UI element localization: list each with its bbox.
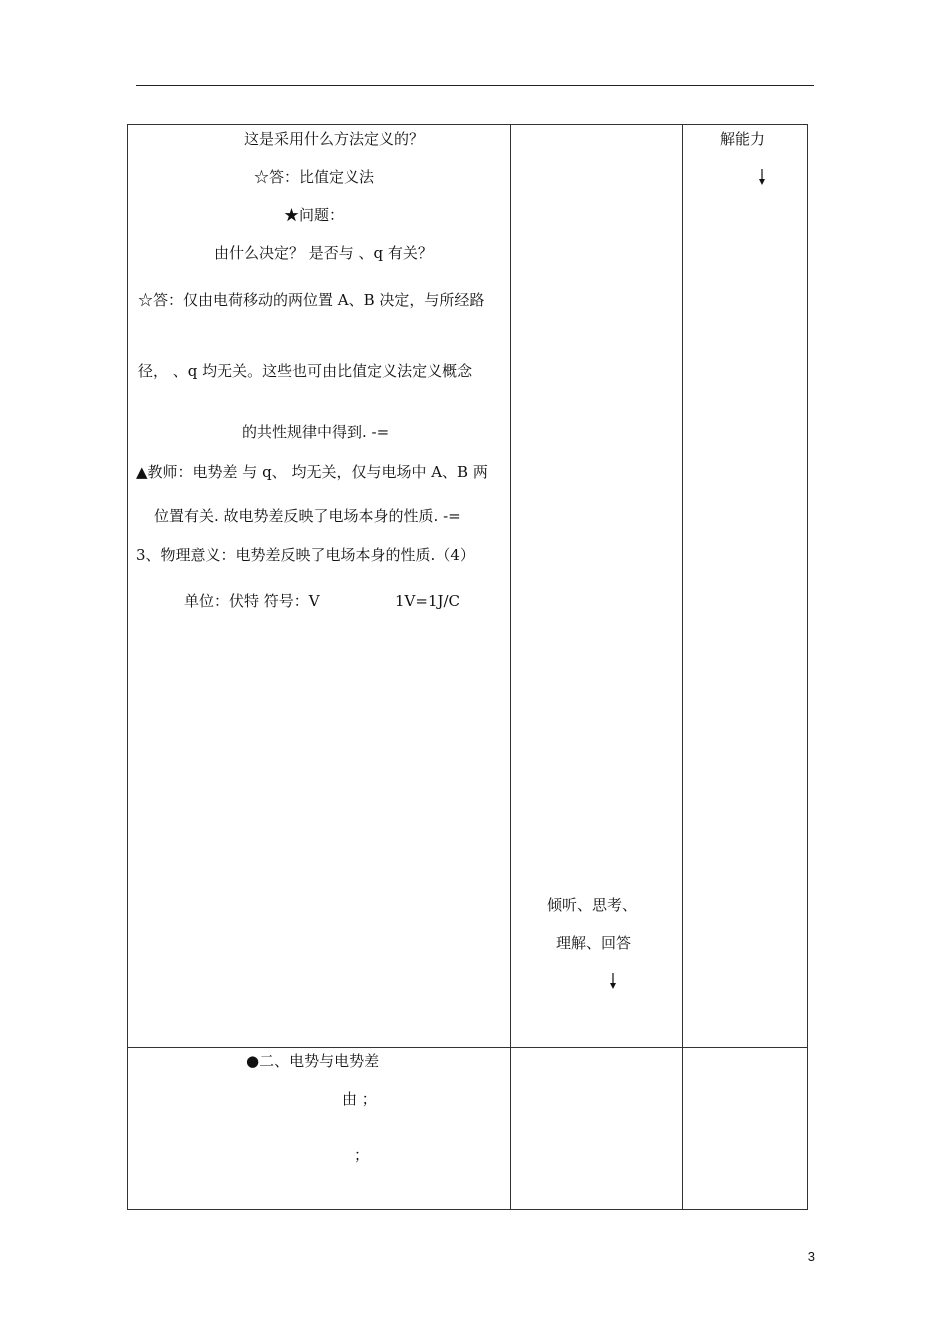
answer-common-law: 的共性规律中得到. -= — [242, 423, 390, 441]
student-activity-line1: 倾听、思考、 — [547, 896, 638, 914]
unit-relation: 1V=1J/C — [395, 592, 461, 610]
physical-meaning: 3、物理意义：电势差反映了电场本身的性质.（4） — [136, 546, 475, 564]
design-intent-text: 解能力 — [720, 130, 766, 148]
question-label: ★问题： — [284, 206, 345, 224]
answer-ratio-method: ☆答：比值定义法 — [254, 168, 375, 186]
teacher-note: ▲教师：电势差 与 q、 均无关，仅与电场中 A、B 两 — [136, 463, 488, 481]
answer-positions: ☆答：仅由电荷移动的两位置 A、B 决定，与所经路 — [138, 291, 485, 309]
down-arrow-icon — [757, 169, 767, 185]
question-determined-by: 由什么决定？ 是否与 、q 有关？ — [214, 244, 433, 262]
page-number: 3 — [807, 1249, 815, 1264]
header-rule — [136, 85, 814, 86]
teacher-note-continued: 位置有关. 故电势差反映了电场本身的性质. -= — [154, 507, 461, 525]
lesson-table — [127, 124, 808, 1210]
unit-symbol: 单位：伏特 符号：V — [184, 592, 320, 610]
down-arrow-icon — [608, 973, 618, 989]
derivation-line1: 由 ； — [342, 1090, 377, 1108]
question-method: 这是采用什么方法定义的？ — [244, 130, 425, 148]
derivation-line2: ； — [354, 1146, 370, 1164]
section-heading-potential: ●二、电势与电势差 — [246, 1052, 380, 1070]
student-activity-line2: 理解、回答 — [556, 934, 632, 952]
row-divider — [128, 1047, 807, 1048]
answer-path-independent: 径， 、q 均无关。这些也可由比值定义法定义概念 — [138, 362, 473, 380]
